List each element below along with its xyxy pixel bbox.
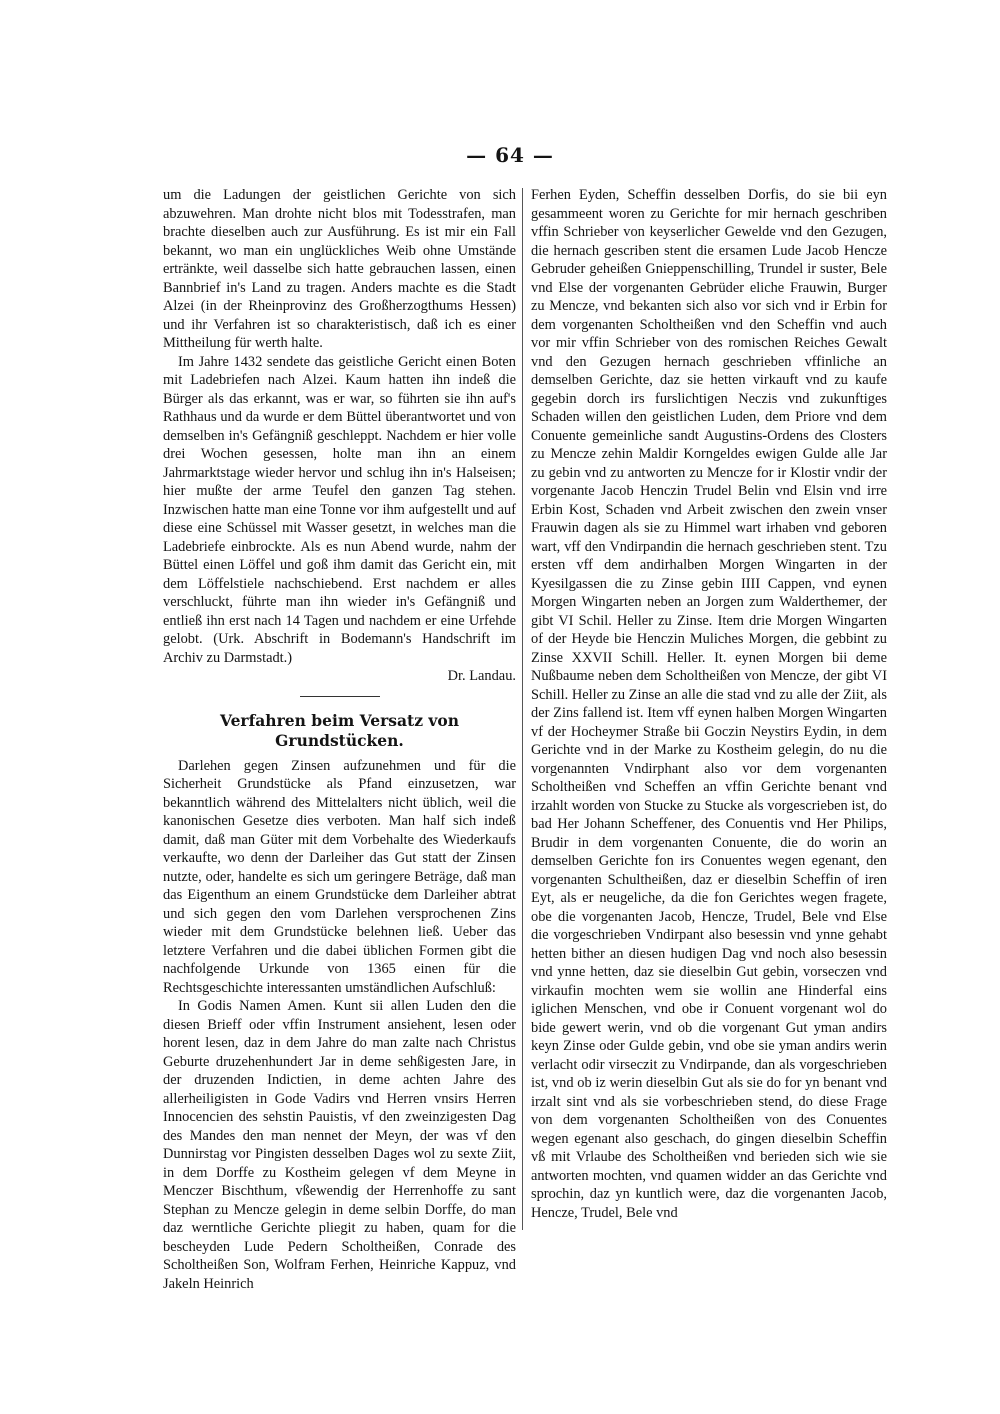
paragraph-alzei-story: Im Jahre 1432 sendete das geistliche Gericht einen Boten mit Ladebriefen nach Alzei. Kaum hatten ihn indeß die Bürger als das erkannt, was er war, so führten sie ihn auf's Rathhaus und da wurde er dem Büttel überantwortet und von demselben in's Gefängniß geschleppt. Nachdem er hier volle drei Wochen gesessen, holte man ihn an einem Jahrmarktstage wieder hervor und schlug ihn in's Halseisen; hier mußte der arme Teufel den ganzen Tag stehen. Inzwischen hatte man eine Tonne vor ihm aufgestellt und auf diese eine Schüssel mit Wasser gesetzt, in welches man die Ladebriefe einbrockte. Als es nun Abend wurde, nahm der Büttel einen Löffel und goß ihm damit das Gericht ein, mit dem Löffelstiele nachschiebend. Erst nachdem er alles verschluckt, führte man ihn wieder in's Gefängniß und entließ ihn erst nach 14 Tagen und nachdem er eine Urfehde gelobt. (Urk. Abschrift in Bodemann's Handschrift im Archiv zu Darmstadt.) <box>163 353 516 666</box>
left-column <box>163 186 516 1293</box>
paragraph-section-intro: Darlehen gegen Zinsen aufzunehmen und für die Sicherheit Grundstücke als Pfand einzusetzen, war bekanntlich während des Mittelalters nicht üblich, weil die kanonischen Gesetze dies verboten. Man half sich indeß damit, daß man Güter mit dem Vorbehalte des Wiederkaufs verkaufte, wo denn der Darleiher das Gut statt der Zinsen nutzte, oder, handelte es sich um geringere Beträge, daß man das Eigenthum an einem Grundstücke dem Darleiher abtrat und sich gegen den vom Darlehen versprochenen Zins wieder mit dem Grundstücke belehnen ließ. Ueber das letztere Verfahren und die dabei üblichen Formen gibt die nachfolgende Urkunde von 1365 einen für die Rechtsgeschichte interessanten umständlichen Aufschluß: <box>163 757 516 996</box>
section-separator <box>300 696 380 697</box>
column-divider <box>522 188 523 1230</box>
right-column <box>531 186 887 1222</box>
author-line <box>163 667 516 686</box>
page-number: — 64 — <box>466 143 554 167</box>
author-signature: Dr. Landau. <box>447 668 516 684</box>
section-title: Verfahren beim Versatz von Grundstücken. <box>219 710 460 750</box>
paragraph-intro: um die Ladungen der geistlichen Gerichte von sich abzuwehren. Man drohte nicht blos mit Todesstrafen, man brachte dieselben auch zur Ausführung. Es ist mir ein Fall bekannt, wo man ein unglückliches Weib ohne Umstände ertränkte, weil dasselbe sich hatte gebrauchen lassen, einen Bannbrief in's Land zu tragen. Anders machte es die Stadt Alzei (in der Rheinprovinz des Großherzogthums Hessen) und ihr Verfahren ist so charakteristisch, daß ich es einer Mittheilung für werth halte. <box>163 187 516 351</box>
paragraph-charter-start: In Godis Namen Amen. Kunt sii allen Luden den die diesen Brieff oder vffin Instrument ansiehent, lesen oder horent lesen, daz in dem Jahre do man zalte nach Christus Geburte druzehenhundert Jar in deme sehßigesten Jare, in der druzenden Indictien, in deme achten Jahre des allerheiligisten in Gode Vadirs vnd Herren vnsirs Herren Innocencien des sehstin Pauistis, vf den zweinzigesten Dag des Mandes den man nennet der Meyn, der was vf den Dunnirstag vor Pingisten desselben Dages wol zu sexte Ziit, in dem Dorffe zu Kostheim gelegen vf dem Meyne in Menczer Bischthum, vßewendig der Herrenhoffe zu sant Stephan zu Mencze gelegin in deme selbin Dorffe, do man daz werntliche Gerichte pliegit zu haben, quam for die bescheyden Lude Pedern Scholtheißen, Conrade des Scholtheißen Son, Wolfram Ferhen, Heinriche Kappuz, vnd Jakeln Heinrich <box>163 998 516 1292</box>
paragraph-charter-continued: Ferhen Eyden, Scheffin desselben Dorfis, do sie bii eyn gesammeent woren zu Gerichte for mir hernach geschriben vffin Schrieber von keyserlicher Gewelde vnd den Gezugen, die hernach gescriben stent die ersamen Lude Jacob Hencze Gebruder geheißen Gnieppenschilling, Trundel ir suster, Bele vnd Else der vorgenanten Gebrüder eliche Frauwin, Burger zu Mencze, vnd bekanten sich also vor sich vnd ir Erbin for dem vorgenanten Scholtheißen vnd den Scheffin vnd auch vor mir vffin Schrieber von des romischen Reiches Gewalt vnd den Gezugen hernach geschrieben vffinliche an demselben Gerichte, daz sie hetten virkauft vnd zu kaufe gegebin dorch irs furslichtigen Neczis vnd zukunftiges Schaden willen den geistlichen Luden, dem Priore vnd dem Conuente gemeinliche sandt Augustins-Ordens des Closters zu Mencze zehin Maldir Korngeldes ewigen Gulde alle Jar zu gebin vnd zu antworten zu Mencze for ir Klostir vndir der vorgenante Jacob Henczin Trudel Belin vnd Elsin vnd irre Erbin Kost, Schaden vnd Arbeit zwischen den zwein vnser Frauwin dagen als sie zu Himmel wart irhaben vnd geboren wart, vff den Vndirpandin die hernach geschrieben stent. Tzu ersten vff dem andirhalben Morgen Wingarten in der Kyesilgassen die zu Zinse gebin IIII Cappen, vnd eynen Morgen Wingarten neben an Jorgen zum Walderthemer, der gibt VI Schil. Heller zu Zinse. Item drie Morgen Wingarten of der Heyde bie Henczin Muliches Morgen, die gebbint zu Zinse XXVII Schill. Heller. It. eynen Morgen bii deme Nußbaume neben dem Scholtheißen von Mencze, der gibt VI Schill. Heller zu Zinse an alle die stad vnd zu alle der Ziit, als der Zins fallend ist. Item vff eynen halben Morgen Wingarten vf der Hocheymer Straße bii Goczin Neystirs Eydin, in dem Gerichte vnd in der Marke zu Kostheim gelegin, do nu die vorgenannten Vndirphant also vor dem vorgenanten Scholtheißen vnd Scheffen an vffin Gerichte benant vnd irzahlt worden von Stucke zu Stucke als vorgescrieben ist, do bad Her Johann Scheffener, des Conuentis vnd Her Philips, Brudir in dem vorgenanten Conuente, die do worin an demselben Gerichte fon irs Conuentes wegen egenant, den vorgenanten Schultheißen, daz er dieselbin Scheffin of iren Eyt, als er neugeliche, da die fon Gerichtes wegen fragete, obe die vorgenanten Jacob, Hencze, Trudel, Bele vnd Else die vorgeschrieben Vndirpant also besessin vnd ynne gehabt hetten bither an diesen hudigen Dag vnd noch also besessin vnd ynne hetten, daz sie dieselbin Gut gebin, vorseczen vnd virkaufin mochten wem sie wollin ane Hinderfal eins iglichen Menschen, vnd obe ir Conuent vorgenant wol do bide gewert werin, vnd ob die vorgenant Gut yman andirs keyn Zinse oder Gulde gebin, vnd obe sie yman andirs werin verlacht odir virseczit zu Vndirpande, dan als vorgeschrieben ist, vnd ob iz werin dieselbin Gut als sie do for yn benant vnd irzalt sint vnd als sie vorbeschrieben stend, do diese Frage von dem vorgenanten Scholtheißen von des Conuentes wegen egenant also geschach, do gingen dieselbin Scheffin vß mit Vrlaube des Scholtheißen vnd berieden sich wie sie antworten mochten, vnd quamen widder an das Gerichte vnd sprochin, daz yn kuntlich were, daz die vorgenanten Jacob, Hencze, Trudel, Bele vnd <box>531 187 887 1221</box>
